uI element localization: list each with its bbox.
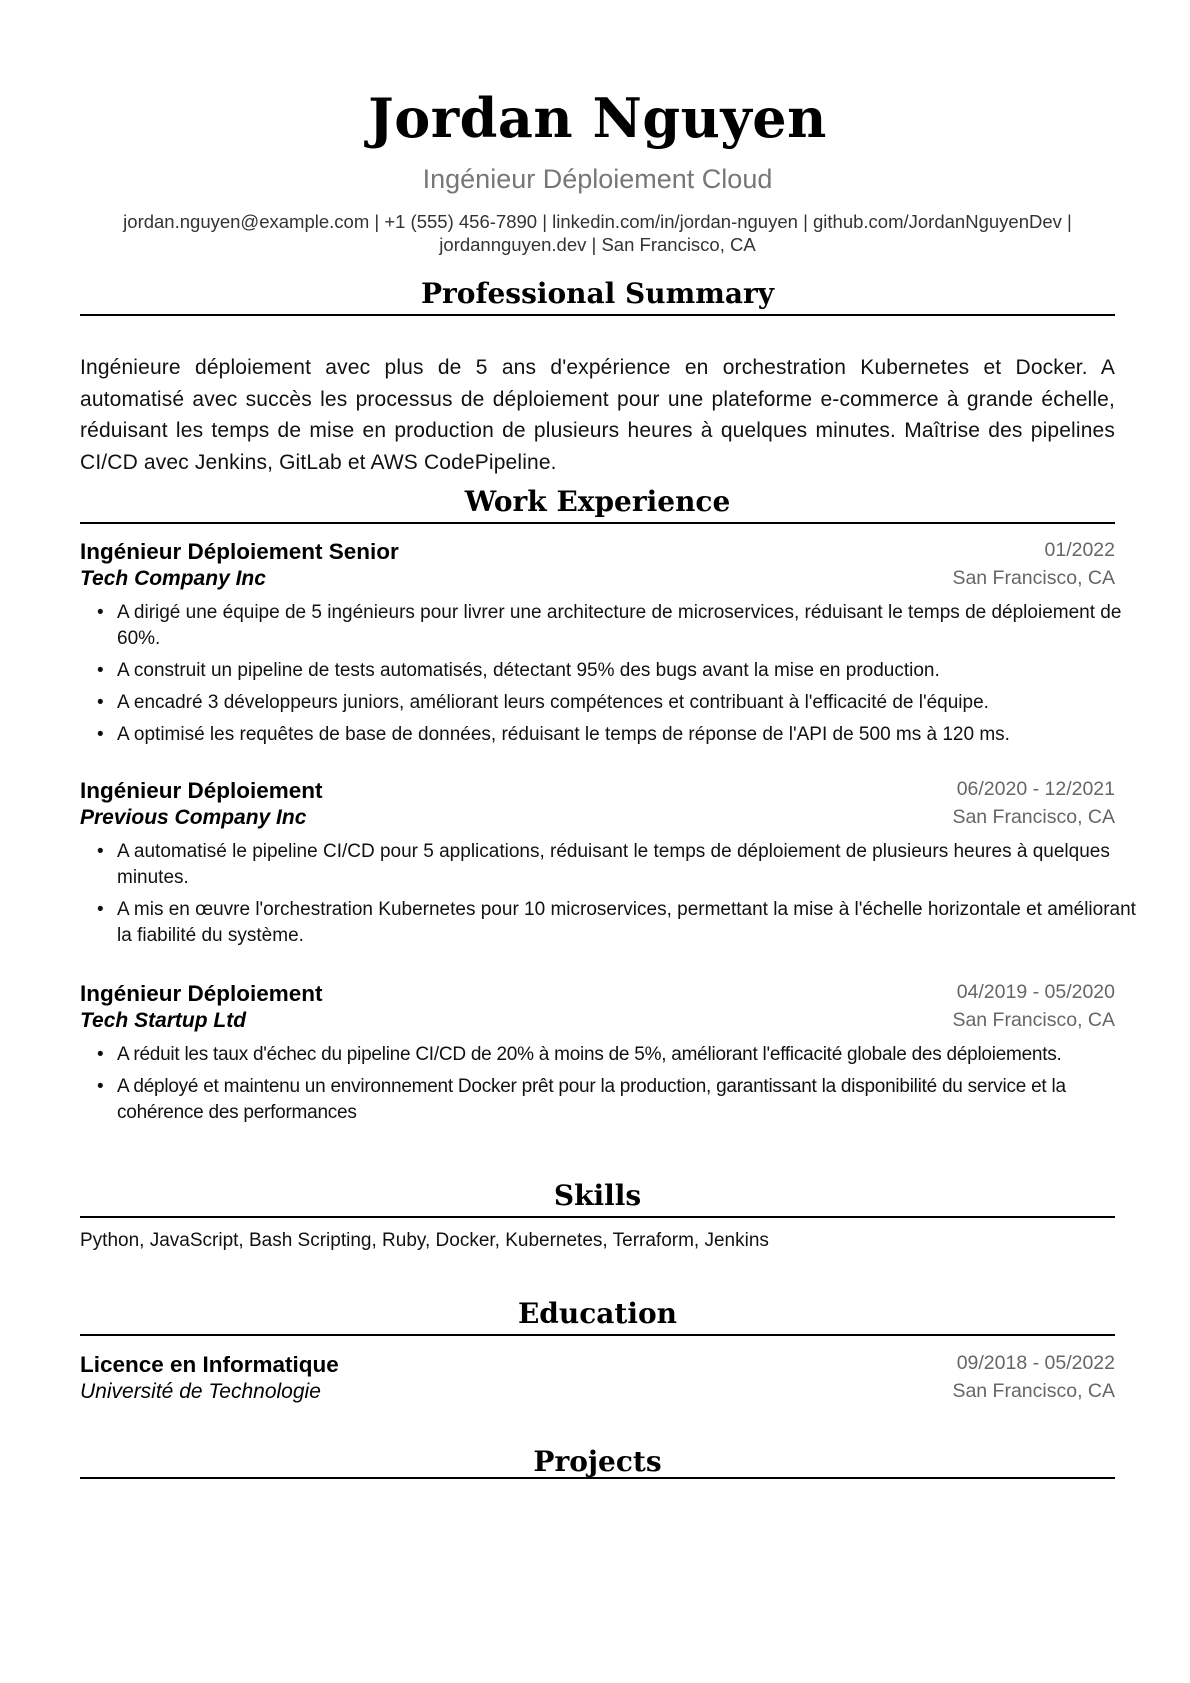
job-location: San Francisco, CA [952, 567, 1115, 589]
job-date: 04/2019 - 05/2020 [956, 981, 1115, 1003]
job-company: Previous Company Inc [80, 806, 307, 829]
job-bullets [80, 839, 1152, 955]
section-heading-skills: Skills [553, 1179, 642, 1212]
section-heading-education: Education [517, 1297, 678, 1330]
job-title: Ingénieur Déploiement Senior [80, 539, 399, 564]
education-degree: Licence en Informatique [80, 1352, 339, 1377]
section-heading-experience: Work Experience [464, 485, 731, 518]
candidate-title: Ingénieur Déploiement Cloud [422, 164, 773, 194]
job-company: Tech Company Inc [80, 567, 266, 590]
job-bullet: • A déployé et maintenu un environnement Docker prêt pour la production, garantissant la disponibilité du service et la cohérence des performances [117, 1074, 1152, 1126]
job-bullet: • A automatisé le pipeline CI/CD pour 5 applications, réduisant le temps de déploiement de plusieurs heures à quelques minutes. [117, 839, 1152, 891]
job-bullet: • A réduit les taux d'échec du pipeline CI/CD de 20% à moins de 5%, améliorant l'efficacité globale des déploiements. [117, 1042, 1152, 1068]
candidate-name: Jordan Nguyen [368, 86, 827, 150]
section-heading-projects: Projects [533, 1445, 662, 1478]
section-divider [80, 522, 1115, 524]
job-bullets [80, 1042, 1152, 1132]
job-bullet: • A construit un pipeline de tests automatisés, détectant 95% des bugs avant la mise en production. [117, 658, 1152, 684]
job-bullet: • A optimisé les requêtes de base de données, réduisant le temps de réponse de l'API de 500 ms à 120 ms. [117, 722, 1152, 748]
job-company: Tech Startup Ltd [80, 1009, 247, 1032]
job-date: 01/2022 [1044, 539, 1115, 561]
job-bullet: • A encadré 3 développeurs juniors, améliorant leurs compétences et contribuant à l'efficacité de l'équipe. [117, 690, 1152, 716]
section-divider [80, 314, 1115, 316]
job-location: San Francisco, CA [952, 806, 1115, 828]
skills-list: Python, JavaScript, Bash Scripting, Ruby, Docker, Kubernetes, Terraform, Jenkins [80, 1230, 769, 1251]
section-divider [80, 1477, 1115, 1479]
education-school: Université de Technologie [80, 1380, 321, 1403]
section-divider [80, 1334, 1115, 1336]
job-title: Ingénieur Déploiement [80, 981, 323, 1006]
contact-info [80, 210, 1115, 256]
job-title: Ingénieur Déploiement [80, 778, 323, 803]
contact-line-1: jordan.nguyen@example.com | +1 (555) 456-7890 | linkedin.com/in/jordan-nguyen | github.com/JordanNguyenDev | [123, 211, 1072, 232]
job-bullet: • A dirigé une équipe de 5 ingénieurs pour livrer une architecture de microservices, réduisant le temps de déploiement de 60%. [117, 600, 1152, 652]
job-bullet: • A mis en œuvre l'orchestration Kubernetes pour 10 microservices, permettant la mise à l'échelle horizontale et améliorant la fiabilité du système. [117, 897, 1152, 949]
summary-text: Ingénieure déploiement avec plus de 5 ans d'expérience en orchestration Kubernetes et Docker. A automatisé avec succès les processus de déploiement pour une plateforme e-commerce à grande échelle, réduisant les temps de mise en production de plusieurs heures à quelques minutes. Maîtrise des pipelines CI/CD avec Jenkins, GitLab et AWS CodePipeline. [80, 356, 1115, 474]
contact-line-2: jordannguyen.dev | San Francisco, CA [439, 234, 756, 255]
job-location: San Francisco, CA [952, 1009, 1115, 1031]
job-date: 06/2020 - 12/2021 [956, 778, 1115, 800]
job-bullets [80, 600, 1152, 754]
education-location: San Francisco, CA [952, 1380, 1115, 1402]
section-heading-summary: Professional Summary [420, 277, 775, 310]
section-divider [80, 1216, 1115, 1218]
education-date: 09/2018 - 05/2022 [956, 1352, 1115, 1374]
